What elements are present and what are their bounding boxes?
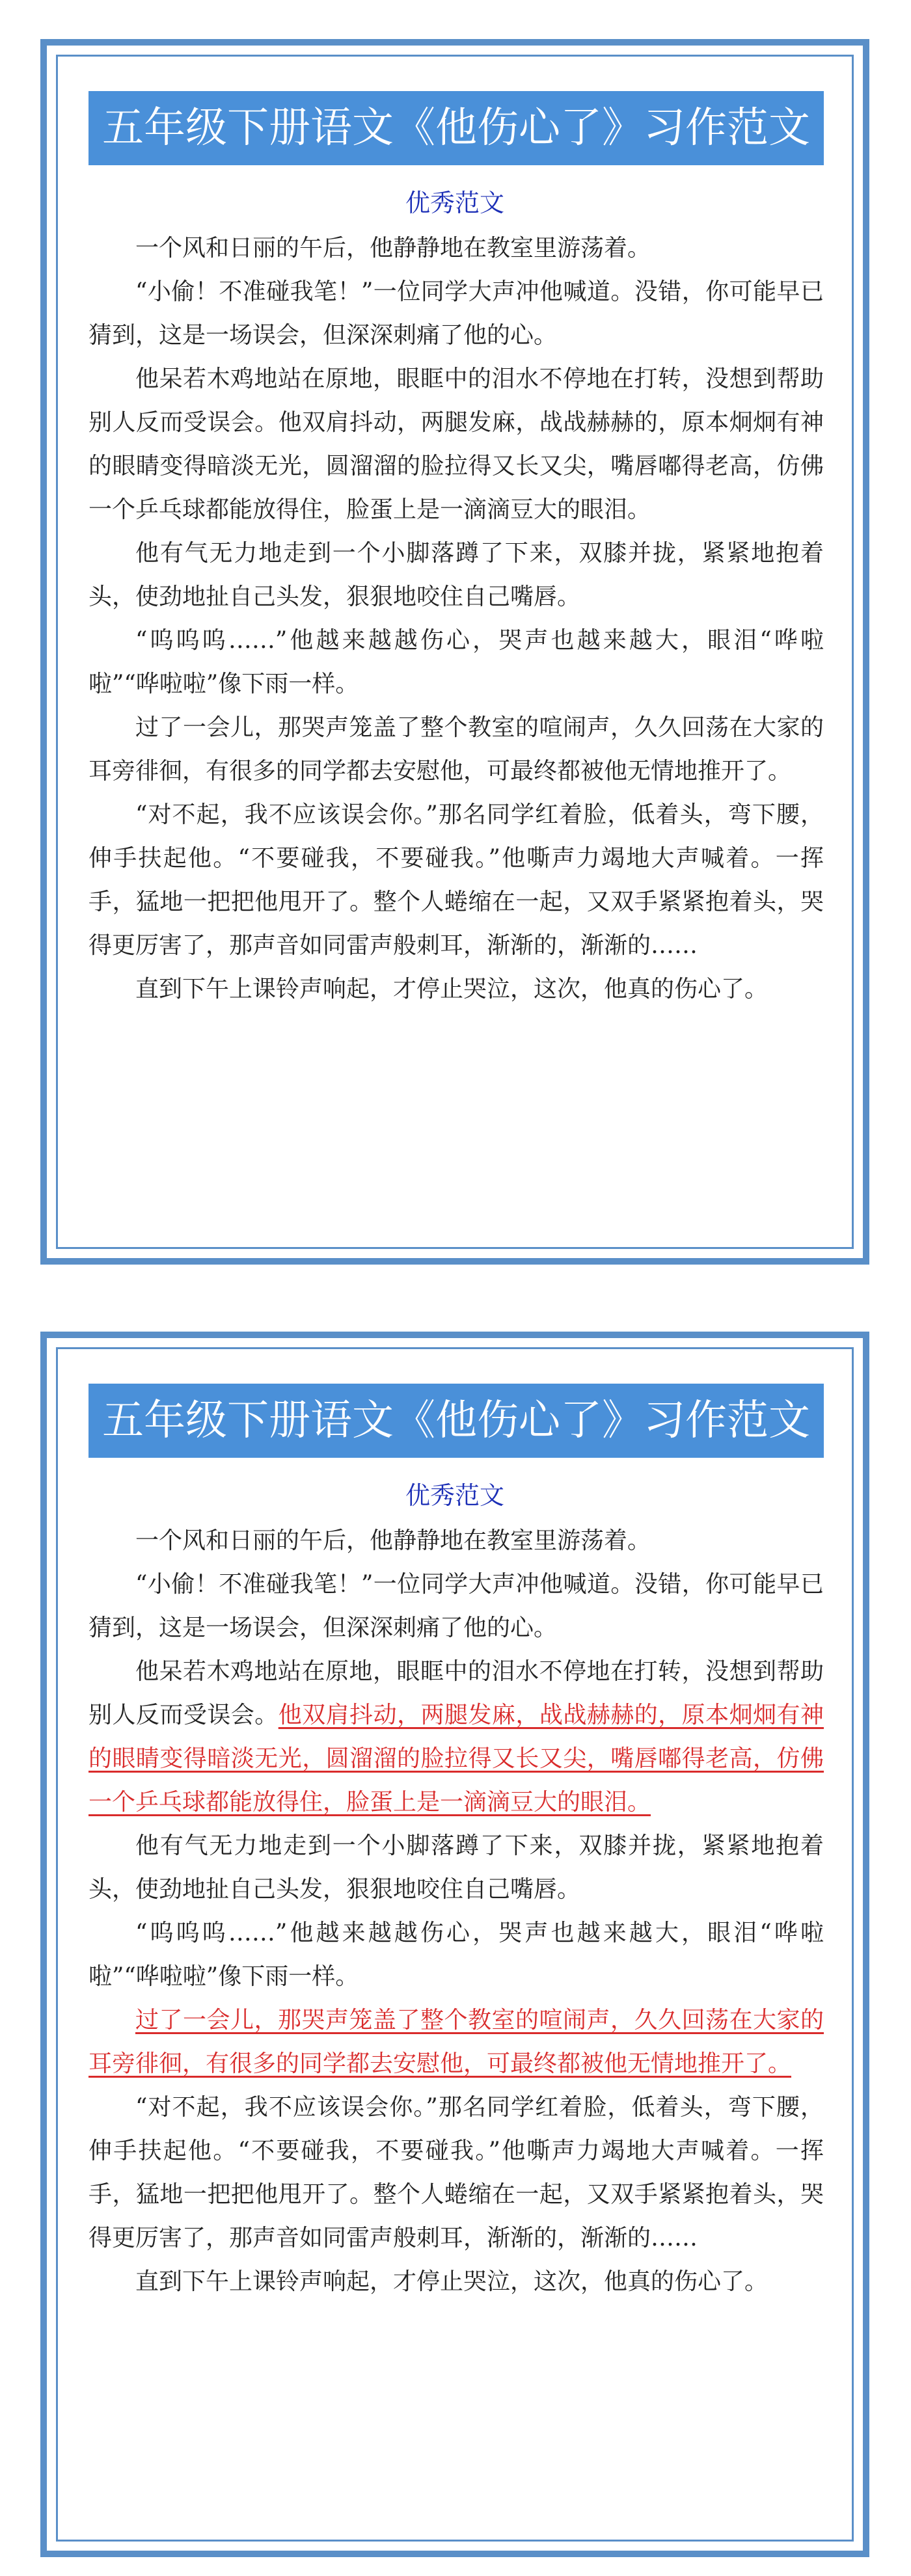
highlighted-sentence: 他双肩抖动，两腿发麻，战战赫赫的，原本炯炯有神的眼睛变得暗淡无光，圆溜溜的脸拉得又长又尖，嘴唇嘟得老高，仿佛一个乒乓球都能放得住，脸蛋上是一滴滴豆大的眼泪。 [88, 1702, 824, 1816]
paragraph: “小偷！不准碰我笔！”一位同学大声冲他喊道。没错，你可能早已猜到，这是一场误会，但深深刺痛了他的心。 [88, 1571, 824, 1641]
paragraph: 直到下午上课铃声响起，才停止哭泣，这次，他真的伤心了。 [135, 2268, 768, 2295]
paragraph: 他呆若木鸡地站在原地，眼眶中的泪水不停地在打转，没想到帮助别人反而受误会。他双肩抖动，两腿发麻，战战赫赫的，原本炯炯有神的眼睛变得暗淡无光，圆溜溜的脸拉得又长又尖，嘴唇嘟得老高，仿佛一个乒乓球都能放得住，脸蛋上是一滴滴豆大的眼泪。 [88, 366, 824, 523]
page-title: 五年级下册语文《他伤心了》习作范文 [88, 1384, 824, 1458]
paragraph-with-highlight [88, 1998, 824, 2086]
essay-body-annotated [88, 1519, 824, 2303]
paragraph: 一个风和日丽的午后，他静静地在教室里游荡着。 [135, 235, 651, 262]
paragraph: “呜呜呜……”他越来越越伤心，哭声也越来越大，眼泪“哗啦啦”“哗啦啦”像下雨一样。 [88, 1920, 824, 1990]
paragraph: 他有气无力地走到一个小脚落蹲了下来，双膝并拢，紧紧地抱着头，使劲地扯自己头发，狠狠地咬住自己嘴唇。 [88, 540, 824, 610]
essay-card-annotated [40, 1332, 869, 2557]
paragraph: 直到下午上课铃声响起，才停止哭泣，这次，他真的伤心了。 [135, 976, 768, 1002]
paragraph: 一个风和日丽的午后，他静静地在教室里游荡着。 [135, 1527, 651, 1554]
paragraph: “呜呜呜……”他越来越越伤心，哭声也越来越大，眼泪“哗啦啦”“哗啦啦”像下雨一样。 [88, 627, 824, 697]
paragraph: 过了一会儿，那哭声笼盖了整个教室的喧闹声，久久回荡在大家的耳旁徘徊，有很多的同学都去安慰他，可最终都被他无情地推开了。 [88, 714, 824, 785]
essay-card-plain [40, 39, 869, 1265]
highlighted-paragraph: 过了一会儿，那哭声笼盖了整个教室的喧闹声，久久回荡在大家的耳旁徘徊，有很多的同学都去安慰他，可最终都被他无情地推开了。 [88, 2007, 824, 2077]
paragraph: 他有气无力地走到一个小脚落蹲了下来，双膝并拢，紧紧地抱着头，使劲地扯自己头发，狠狠地咬住自己嘴唇。 [88, 1832, 824, 1903]
paragraph: “对不起，我不应该误会你。”那名同学红着脸，低着头，弯下腰，伸手扶起他。“不要碰我，不要碰我。”他嘶声力竭地大声喊着。一挥手，猛地一把把他甩开了。整个人蜷缩在一起，又双手紧紧抱着头，哭得更厉害了，那声音如同雷声般刺耳，渐渐的，渐渐的…… [88, 801, 824, 959]
paragraph: “小偷！不准碰我笔！”一位同学大声冲他喊道。没错，你可能早已猜到，这是一场误会，但深深刺痛了他的心。 [88, 278, 824, 349]
paragraph: “对不起，我不应该误会你。”那名同学红着脸，低着头，弯下腰，伸手扶起他。“不要碰我，不要碰我。”他嘶声力竭地大声喊着。一挥手，猛地一把把他甩开了。整个人蜷缩在一起，又双手紧紧抱着头，哭得更厉害了，那声音如同雷声般刺耳，渐渐的，渐渐的…… [88, 2094, 824, 2251]
page-title: 五年级下册语文《他伤心了》习作范文 [88, 91, 824, 165]
paragraph-with-highlight [88, 1650, 824, 1824]
essay-body [88, 226, 824, 1011]
subtitle: 优秀范文 [405, 189, 504, 217]
paragraph-plain-part: 他呆若木鸡地站在原地，眼眶中的泪水不停地在打转，没想到帮助别人反而受误会。 [88, 1658, 824, 1728]
subtitle: 优秀范文 [405, 1481, 504, 1510]
